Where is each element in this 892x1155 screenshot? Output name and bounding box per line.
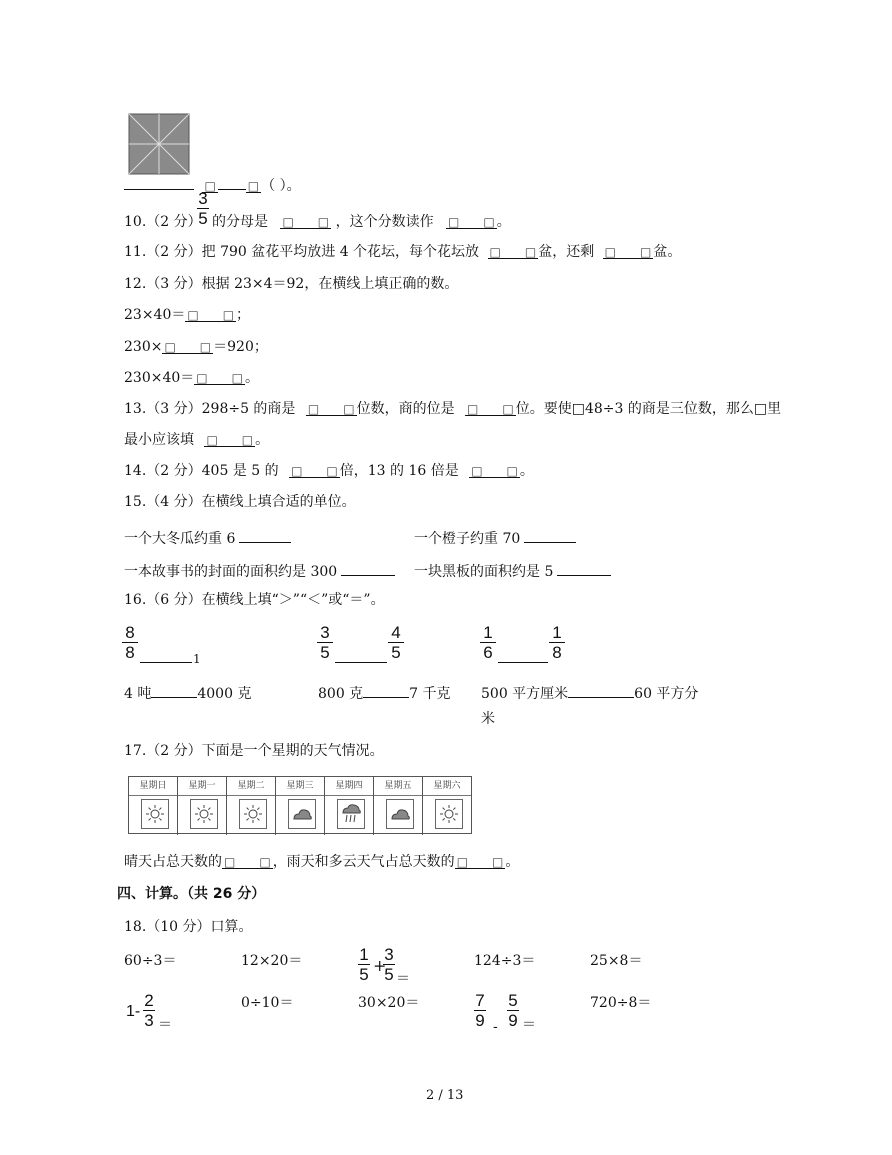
- q10-text: 的分母是 □ □ ，这个分数读作 □ □ 。: [212, 214, 511, 230]
- q15-blank-c[interactable]: [341, 561, 395, 576]
- weather-cell-thu: 星期四: [325, 777, 374, 835]
- q16-blank-2[interactable]: [335, 662, 387, 663]
- q16-one: 1: [193, 652, 201, 666]
- q17-blank-1[interactable]: □ □: [224, 855, 271, 869]
- q16-blank-1[interactable]: [140, 662, 192, 663]
- q9-answer-line[interactable]: □ □ （ ）。: [124, 175, 301, 193]
- q13-blank-2[interactable]: □ □: [467, 402, 514, 416]
- q18-expr-1: 60÷3＝: [124, 953, 177, 969]
- q18-expr-6-eq: ＝: [158, 1017, 172, 1033]
- sun-icon: [190, 799, 218, 829]
- q15-b: 一个橙子约重 70: [414, 528, 576, 546]
- q18-expr-9-frac-2: 5 9: [508, 991, 518, 1030]
- q18: 18.（10 分）口算。: [124, 919, 253, 935]
- q17: 17.（2 分）下面是一个星期的天气情况。: [124, 743, 384, 759]
- q14: 14.（2 分）405 是 5 的 □ □ 倍，13 的 16 倍是 □ □ 。: [124, 463, 534, 479]
- q11-blank-2[interactable]: □ □: [604, 245, 652, 259]
- q15-blank-d[interactable]: [557, 561, 611, 576]
- q16-blank-6[interactable]: [568, 683, 634, 698]
- q18-expr-9-eq: ＝: [522, 1017, 536, 1033]
- weather-cell-sun: 星期日: [129, 777, 178, 835]
- q16-fraction-2: 3 5: [317, 624, 333, 661]
- sun-icon: [239, 799, 267, 829]
- q17-blank-2[interactable]: □ □: [456, 855, 504, 869]
- q10-blank-2[interactable]: □ □: [448, 215, 495, 229]
- divided-square-figure: [128, 113, 190, 175]
- q18-expr-7: 0÷10＝: [241, 995, 294, 1011]
- q18-expr-3-eq: ＝: [396, 971, 410, 987]
- q18-expr-4: 124÷3＝: [474, 953, 536, 969]
- q12-line-3: 230×40＝ □ □ 。: [124, 370, 259, 386]
- q15-c: 一本故事书的封面的面积约是 300: [124, 561, 395, 579]
- q16-row-2b: 800 克 7 千克: [318, 683, 451, 701]
- weather-cell-wed: 星期三: [276, 777, 325, 835]
- q16-row-2c: 500 平方厘米 60 平方分: [481, 683, 698, 701]
- q18-expr-3-frac-1: 1 5: [359, 945, 369, 984]
- q18-expr-3-op: +: [373, 956, 387, 975]
- q13-blank-1[interactable]: □ □: [307, 402, 355, 416]
- section-title: 四、计算。（共 26 分）: [117, 886, 266, 902]
- sun-icon: [435, 799, 463, 829]
- q10-fraction: 3 5: [198, 189, 208, 228]
- q18-expr-2: 12×20＝: [241, 953, 303, 969]
- q18-expr-9-op: -: [493, 1019, 498, 1035]
- q18-expr-6-frac: 2 3: [144, 991, 154, 1030]
- q16-blank-4[interactable]: [151, 683, 197, 698]
- q18-expr-3-frac-2: 3 5: [384, 945, 394, 984]
- q14-blank-2[interactable]: □ □: [471, 464, 518, 478]
- q16-row-2c-tail: 米: [481, 711, 495, 727]
- q15-blank-a[interactable]: [239, 528, 291, 543]
- q18-expr-8: 30×20＝: [358, 995, 420, 1011]
- sun-icon: [141, 799, 169, 829]
- weather-cell-fri: 星期五: [374, 777, 423, 835]
- q13-blank-3[interactable]: □ □: [206, 433, 254, 447]
- q18-expr-5: 25×8＝: [590, 953, 643, 969]
- q16-blank-5[interactable]: [363, 683, 409, 698]
- q12: 12.（3 分）根据 23×4＝92，在横线上填正确的数。: [124, 276, 459, 292]
- q12-line-1: 23×40＝ □ □ ；: [124, 307, 251, 323]
- weather-cell-tue: 星期二: [227, 777, 276, 835]
- q13: 13.（3 分）298÷5 的商是 □ □ 位数，商的位是 □ □ 位。要使□48÷3 的商是三位数，那么□里: [124, 401, 782, 417]
- q11: 11.（2 分）把 790 盆花平均放进 4 个花坛，每个花坛放 □ □ 盆，还剩 □ □ 盆。: [124, 244, 682, 260]
- q15-d: 一块黑板的面积约是 5: [414, 561, 611, 579]
- q10-blank-1[interactable]: □ □: [282, 215, 330, 229]
- q16-row-2a: 4 吨 4000 克: [124, 683, 251, 701]
- q14-blank-1[interactable]: □ □: [291, 464, 338, 478]
- q10: 10.（2 分）: [124, 214, 202, 230]
- q16-fraction-4: 1 6: [480, 624, 496, 661]
- q16: 16.（6 分）在横线上填“＞”“＜”或“＝”。: [124, 592, 385, 608]
- q16-fraction-1: 8 8: [122, 624, 138, 661]
- q18-expr-9-frac-1: 7 9: [475, 991, 485, 1030]
- q12-blank-2[interactable]: □ □: [164, 340, 212, 354]
- q15: 15.（4 分）在横线上填合适的单位。: [124, 494, 356, 510]
- q13-line-2: 最小应该填 □ □ 。: [124, 432, 270, 448]
- q16-fraction-3: 4 5: [388, 624, 404, 661]
- cloud-icon: [288, 799, 316, 829]
- q12-line-2: 230× □ □ ＝920；: [124, 339, 268, 355]
- q16-fraction-5: 1 8: [549, 624, 565, 661]
- q16-blank-3[interactable]: [498, 662, 548, 663]
- q15-blank-b[interactable]: [524, 528, 576, 543]
- page-number: 2 / 13: [426, 1088, 464, 1103]
- weather-cell-sat: 星期六: [423, 777, 471, 835]
- q18-expr-10: 720÷8＝: [590, 995, 652, 1011]
- q18-expr-6-lead: 1-: [126, 1003, 141, 1020]
- q11-blank-1[interactable]: □ □: [489, 245, 537, 259]
- weather-cell-mon: 星期一: [178, 777, 227, 835]
- q15-a: 一个大冬瓜约重 6: [124, 528, 291, 546]
- q12-blank-1[interactable]: □ □: [187, 308, 235, 322]
- cloud-icon: [386, 799, 414, 829]
- q17-answers: 晴天占总天数的 □ □ ，雨天和多云天气占总天数的 □ □ 。: [124, 854, 520, 870]
- weather-table: [128, 776, 472, 834]
- q12-blank-3[interactable]: □ □: [196, 371, 243, 385]
- rain-icon: [337, 799, 365, 829]
